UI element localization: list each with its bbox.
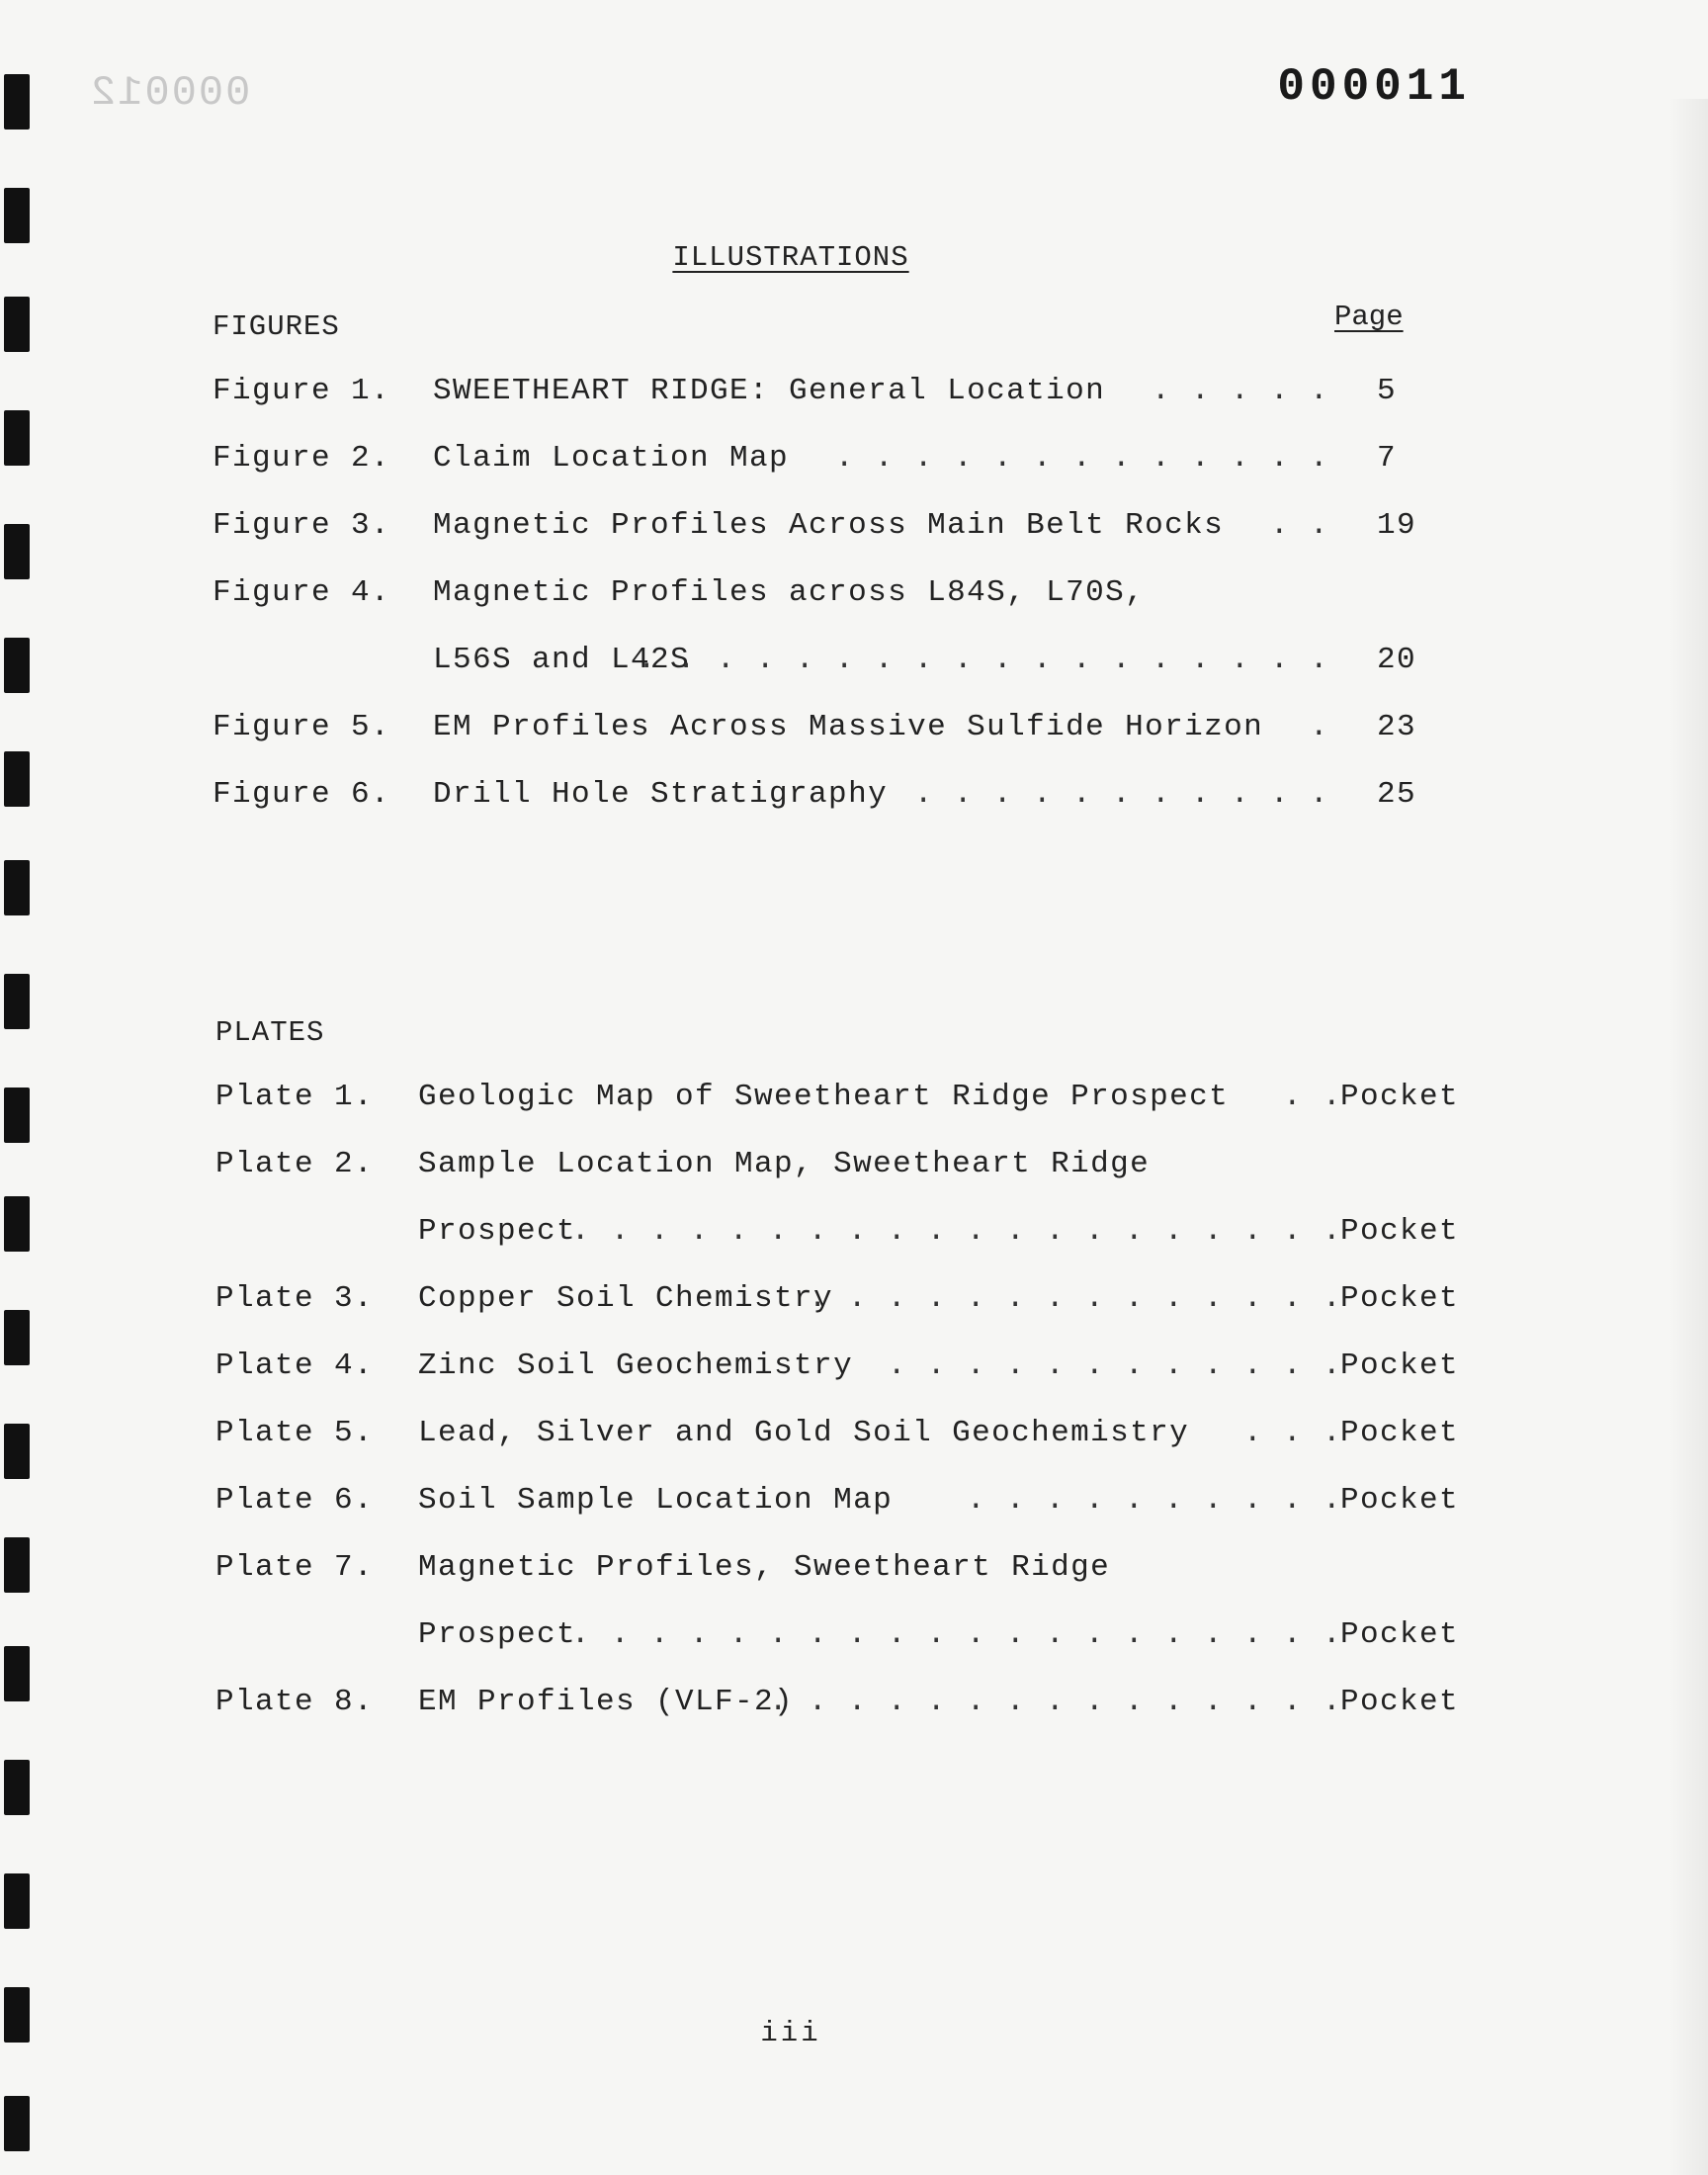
binding-hole <box>4 297 30 352</box>
plate-entry-label: Plate 8. <box>215 1685 375 1719</box>
bleed-through-number: 000012 <box>89 69 251 117</box>
figure-entry <box>213 508 1428 575</box>
plate-entry-title: Lead, Silver and Gold Soil Geochemistry <box>418 1416 1190 1450</box>
plate-entry-label: Plate 2. <box>215 1147 375 1181</box>
plate-entry-page: Pocket <box>1340 1483 1460 1518</box>
binding-hole <box>4 1760 30 1815</box>
binding-hole <box>4 860 30 915</box>
plate-entry-leader-dots: . . . . . . . . . . . . . . . . . . . . <box>570 1617 1342 1652</box>
plate-entry-title-continued: Prospect <box>418 1617 577 1652</box>
plate-entry-label: Plate 4. <box>215 1348 375 1383</box>
figure-entry-label: Figure 4. <box>213 575 391 610</box>
plate-entry-leader-dots: . . . . . . . . . . . . . . . <box>768 1685 1342 1719</box>
plate-entry-page: Pocket <box>1340 1348 1460 1383</box>
figure-entry <box>213 710 1428 777</box>
figure-entry-title: Claim Location Map <box>433 441 790 476</box>
plate-entry <box>215 1550 1481 1685</box>
binding-hole <box>4 188 30 243</box>
plate-entry-leader-dots: . . . <box>1242 1416 1342 1450</box>
figure-entry-leader-dots: . . . . . . . . . . . . . <box>834 441 1329 476</box>
plate-entry-label: Plate 7. <box>215 1550 375 1585</box>
figure-entry-title: SWEETHEART RIDGE: General Location <box>433 374 1106 408</box>
figure-entry-title: Magnetic Profiles across L84S, L70S, <box>433 575 1146 610</box>
plate-entry-leader-dots: . . . . . . . . . . . . . . . . . . . . <box>570 1214 1342 1249</box>
binding-hole <box>4 524 30 579</box>
plate-entry-label: Plate 1. <box>215 1080 375 1114</box>
binding-hole <box>4 1196 30 1252</box>
figure-entry-label: Figure 6. <box>213 777 391 812</box>
plate-entry-title: Sample Location Map, Sweetheart Ridge <box>418 1147 1151 1181</box>
plate-entry-label: Plate 3. <box>215 1281 375 1316</box>
plate-entry-title: Zinc Soil Geochemistry <box>418 1348 854 1383</box>
figure-entry <box>213 777 1428 844</box>
plate-entry-page: Pocket <box>1340 1214 1460 1249</box>
page-folio: iii <box>760 2017 821 2049</box>
figure-entry-title: Drill Hole Stratigraphy <box>433 777 889 812</box>
binding-hole <box>4 1424 30 1479</box>
binding-hole <box>4 1088 30 1143</box>
binding-hole <box>4 751 30 807</box>
figure-entry-leader-dots: . . . . . . . . . . . <box>913 777 1329 812</box>
figure-entry-page: 19 <box>1377 508 1417 543</box>
figure-entry-title-continued: L56S and L42S <box>433 643 691 677</box>
binding-hole <box>4 974 30 1029</box>
figure-entry-label: Figure 5. <box>213 710 391 744</box>
binding-hole <box>4 1537 30 1593</box>
plate-entry-leader-dots: . . . . . . . . . . . . <box>887 1348 1342 1383</box>
plates-heading: PLATES <box>215 1016 325 1049</box>
page-column-heading: Page <box>1334 301 1404 333</box>
figure-entry-page: 7 <box>1377 441 1398 476</box>
figure-entry <box>213 374 1428 441</box>
plate-entry-title-continued: Prospect <box>418 1214 577 1249</box>
figure-entry-leader-dots: . . . . . . . . . . . . . . . . . . <box>637 643 1329 677</box>
figure-entry-page: 25 <box>1377 777 1417 812</box>
page-title-text: ILLUSTRATIONS <box>672 241 909 274</box>
plate-entry <box>215 1281 1481 1348</box>
plate-entry <box>215 1348 1481 1416</box>
binding-hole <box>4 410 30 466</box>
spiral-binding <box>0 0 40 2175</box>
plate-entry-title: EM Profiles (VLF-2) <box>418 1685 795 1719</box>
plate-entry-page: Pocket <box>1340 1281 1460 1316</box>
page-title <box>0 241 1581 274</box>
plate-entry <box>215 1080 1481 1147</box>
plate-entry-page: Pocket <box>1340 1685 1460 1719</box>
plate-entry-label: Plate 5. <box>215 1416 375 1450</box>
figure-entry-label: Figure 2. <box>213 441 391 476</box>
binding-hole <box>4 2096 30 2151</box>
figure-entry-page: 5 <box>1377 374 1398 408</box>
plate-entry-title: Copper Soil Chemistry <box>418 1281 834 1316</box>
plate-entry-leader-dots: . . . . . . . . . . <box>966 1483 1342 1518</box>
document-number: 000011 <box>1277 61 1471 113</box>
figure-entry-leader-dots: . <box>1309 710 1329 744</box>
figure-entry-page: 23 <box>1377 710 1417 744</box>
binding-hole <box>4 638 30 693</box>
figure-entry-leader-dots: . . . . . <box>1151 374 1329 408</box>
plate-entry-title: Geologic Map of Sweetheart Ridge Prospect <box>418 1080 1230 1114</box>
plate-entry-title: Soil Sample Location Map <box>418 1483 894 1518</box>
plate-entry-title: Magnetic Profiles, Sweetheart Ridge <box>418 1550 1111 1585</box>
page-edge-shadow <box>1668 99 1708 2175</box>
binding-hole <box>4 1873 30 1929</box>
plate-entry-page: Pocket <box>1340 1617 1460 1652</box>
binding-hole <box>4 74 30 130</box>
binding-hole <box>4 1310 30 1365</box>
figure-entry-title: Magnetic Profiles Across Main Belt Rocks <box>433 508 1225 543</box>
plate-entry-page: Pocket <box>1340 1080 1460 1114</box>
plate-entry <box>215 1685 1481 1752</box>
figures-heading: FIGURES <box>213 310 340 343</box>
plate-entry-label: Plate 6. <box>215 1483 375 1518</box>
figure-entry-page: 20 <box>1377 643 1417 677</box>
plate-entry <box>215 1147 1481 1281</box>
binding-hole <box>4 1646 30 1701</box>
figure-entry <box>213 441 1428 508</box>
plate-entry <box>215 1416 1481 1483</box>
plate-entry-page: Pocket <box>1340 1416 1460 1450</box>
plate-entry-leader-dots: . . . . . . . . . . . . . . <box>808 1281 1342 1316</box>
plate-entry-leader-dots: . . <box>1282 1080 1342 1114</box>
figure-entry-title: EM Profiles Across Massive Sulfide Horizon <box>433 710 1264 744</box>
figure-entry-label: Figure 1. <box>213 374 391 408</box>
plate-entry <box>215 1483 1481 1550</box>
figure-entry-leader-dots: . . <box>1269 508 1329 543</box>
figure-entry-label: Figure 3. <box>213 508 391 543</box>
figure-entry <box>213 575 1428 710</box>
